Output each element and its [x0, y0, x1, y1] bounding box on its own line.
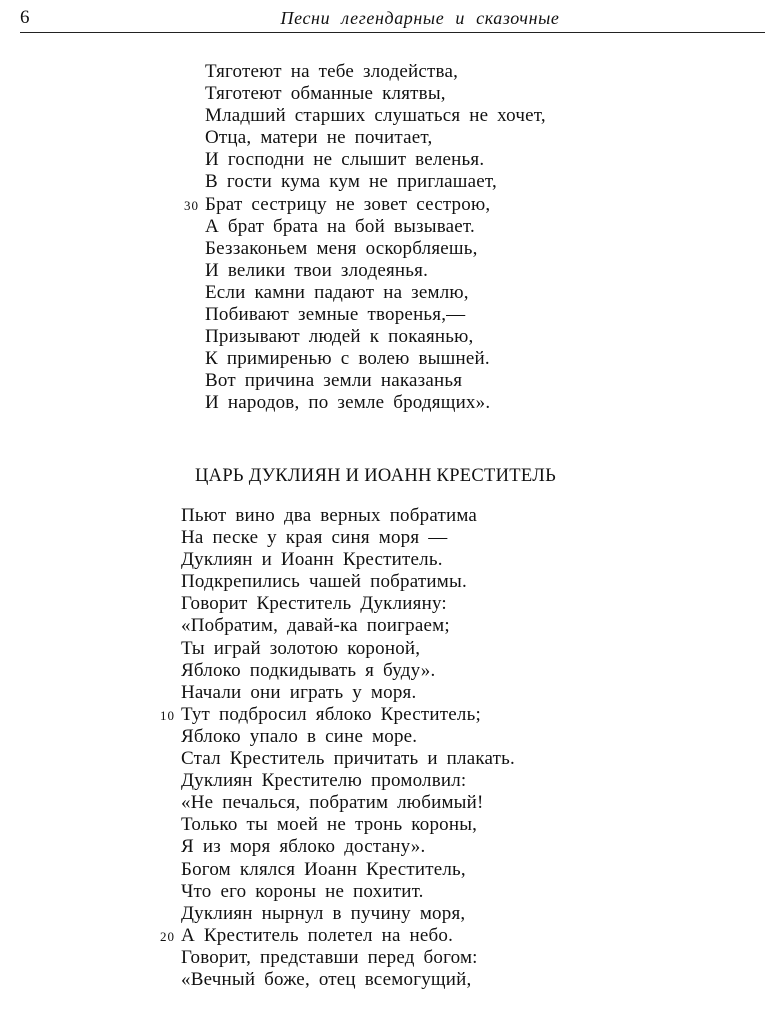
verse-line	[184, 193, 546, 216]
verse-line	[205, 326, 546, 348]
verse-text: А Креститель полетел на небо.	[181, 924, 454, 946]
verse-text: Дуклиян нырнул в пучину моря,	[181, 902, 466, 924]
verse-line	[205, 392, 546, 414]
verse-text: Только ты моей не тронь короны,	[181, 814, 478, 836]
verse-text: Отца, матери не почитает,	[205, 127, 433, 149]
verse-line	[181, 615, 515, 637]
verse-text: «Не печалься, побратим любимый!	[181, 792, 484, 814]
verse-line	[181, 549, 515, 571]
poem-body	[160, 505, 515, 991]
verse-text: Дуклиян и Иоанн Креститель.	[181, 549, 443, 571]
verse-line	[181, 726, 515, 748]
verse-line	[205, 83, 546, 105]
verse-text: И народов, по земле бродящих».	[205, 392, 491, 414]
verse-line	[205, 216, 546, 238]
verse-line	[181, 859, 515, 881]
verse-text: Тяготеют обманные клятвы,	[205, 83, 446, 105]
verse-line	[181, 770, 515, 792]
verse-line	[181, 571, 515, 593]
verse-text: Младший старших слушаться не хочет,	[205, 105, 546, 127]
page-header	[20, 6, 765, 32]
verse-text: Что его короны не похитит.	[181, 880, 424, 902]
verse-line	[181, 660, 515, 682]
verse-text: Ты играй золотою короной,	[181, 637, 421, 659]
verse-line	[205, 61, 546, 83]
line-number-marker: 20	[160, 928, 175, 944]
verse-text: Яблоко подкидывать я буду».	[181, 659, 436, 681]
verse-line	[181, 836, 515, 858]
header-rule	[20, 32, 765, 33]
running-title: Песни легендарные и сказочные	[280, 8, 560, 28]
page-number: 6	[20, 7, 30, 28]
verse-text: А брат брата на бой вызывает.	[205, 215, 475, 237]
verse-text: «Побратим, давай-ка поиграем;	[181, 615, 450, 637]
verse-line	[160, 924, 515, 947]
verse-text: Призывают людей к покаянью,	[205, 326, 474, 348]
verse-line	[181, 814, 515, 836]
verse-line	[205, 171, 546, 193]
verse-text: Я из моря яблоко достану».	[181, 836, 426, 858]
verse-text: К примиренью с волею вышней.	[205, 348, 490, 370]
verse-text: Яблоко упало в сине море.	[181, 725, 418, 747]
line-number-marker: 10	[160, 707, 175, 723]
line-number-marker: 30	[184, 197, 199, 213]
verse-line	[205, 260, 546, 282]
verse-text: В гости кума кум не приглашает,	[205, 171, 497, 193]
verse-text: Подкрепились чашей побратимы.	[181, 571, 467, 593]
verse-text: И велики твои злодеянья.	[205, 259, 429, 281]
verse-text: Дуклиян Крестителю промолвил:	[181, 770, 467, 792]
verse-text: Говорит Креститель Дуклияну:	[181, 593, 447, 615]
verse-line	[181, 881, 515, 903]
verse-text: Побивают земные творенья,—	[205, 304, 466, 326]
verse-text: Стал Креститель причитать и плакать.	[181, 748, 515, 770]
verse-text: Тут подбросил яблоко Креститель;	[181, 703, 481, 725]
verse-line	[205, 127, 546, 149]
verse-line	[181, 505, 515, 527]
verse-line	[181, 903, 515, 925]
verse-line	[181, 682, 515, 704]
verse-text: Если камни падают на землю,	[205, 281, 469, 303]
verse-text: На песке у края синя моря —	[181, 527, 448, 549]
verse-line	[181, 947, 515, 969]
verse-line	[160, 703, 515, 726]
verse-line	[205, 105, 546, 127]
verse-line	[181, 792, 515, 814]
verse-text: Брат сестрицу не зовет сестрою,	[205, 193, 491, 215]
verse-line	[205, 304, 546, 326]
verse-line	[181, 527, 515, 549]
verse-text: Пьют вино два верных побратима	[181, 505, 478, 526]
verse-text: Говорит, представши перед богом:	[181, 946, 478, 968]
verse-text: Беззаконьем меня оскорбляешь,	[205, 237, 478, 259]
verse-line	[205, 348, 546, 370]
poem-title: ЦАРЬ ДУКЛИЯН И ИОАНН КРЕСТИТЕЛЬ	[195, 466, 557, 486]
verse-text: Вот причина земли наказанья	[205, 370, 463, 392]
verse-line	[205, 149, 546, 171]
verse-line	[205, 282, 546, 304]
verse-line	[205, 238, 546, 260]
verse-line	[181, 748, 515, 770]
verse-line	[205, 370, 546, 392]
poem-continuation	[184, 61, 546, 415]
verse-text: И господни не слышит веленья.	[205, 149, 485, 171]
verse-text: Богом клялся Иоанн Креститель,	[181, 858, 466, 880]
verse-text: Начали они играть у моря.	[181, 681, 417, 703]
verse-line	[181, 638, 515, 660]
verse-line	[181, 593, 515, 615]
verse-text: Тяготеют на тебе злодейства,	[205, 61, 459, 82]
verse-text: «Вечный боже, отец всемогущий,	[181, 968, 472, 990]
verse-line	[181, 969, 515, 991]
